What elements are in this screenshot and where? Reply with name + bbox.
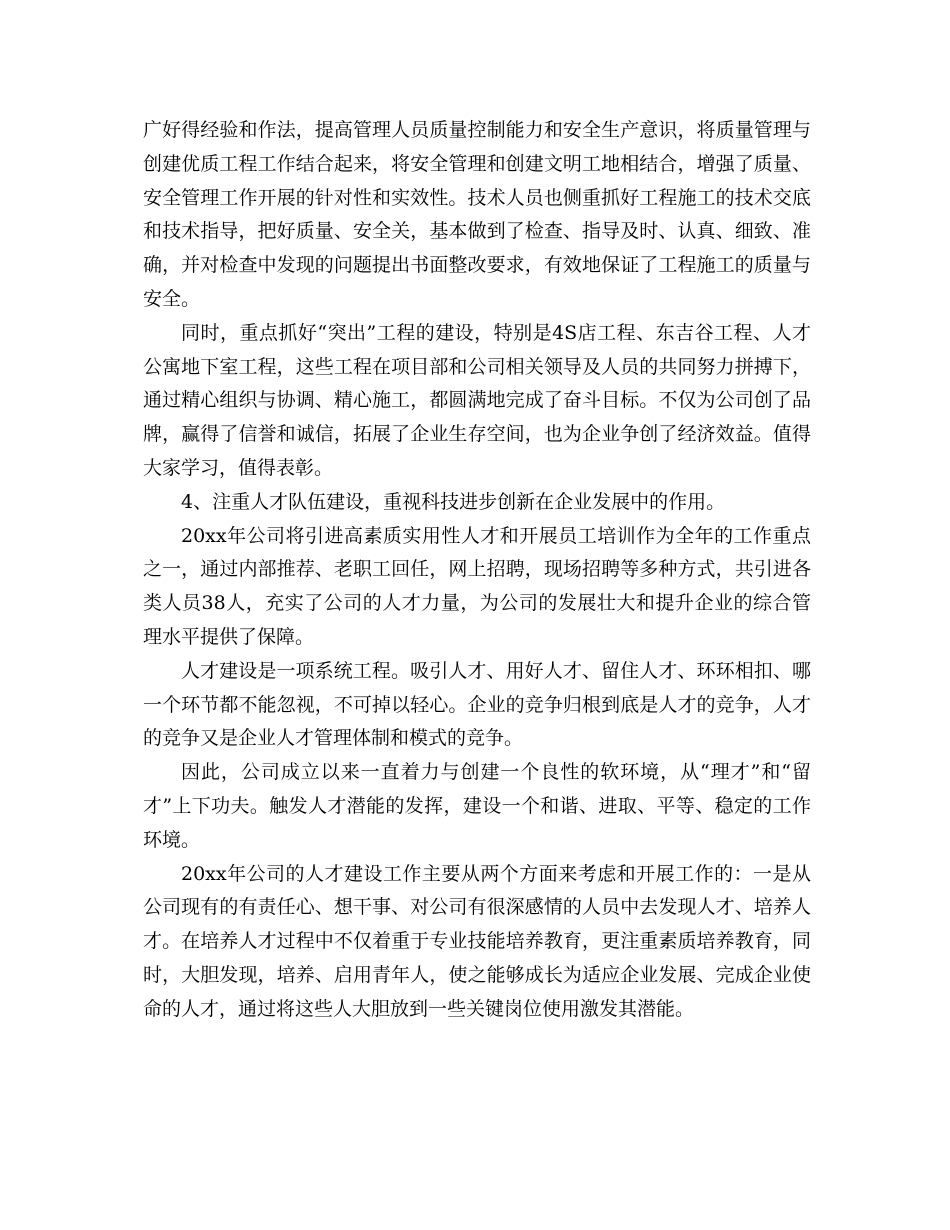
- paragraph-talent-development: 20xx年公司的人才建设工作主要从两个方面来考虑和开展工作的：一是从公司现有的有责任心、想干事、对公司有很深感情的人员中去发现人才、培养人才。在培养人才过程中不仅着重于专业技能培养教育，更注重素质培养教育，同时，大胆发现，培养、启用青年人，使之能够成长为适应企业发展、完成企业使命的人才，通过将这些人大胆放到一些关键岗位使用激发其潜能。: [143, 862, 811, 1020]
- paragraph-recruitment: 20xx年公司将引进高素质实用性人才和开展员工培训作为全年的工作重点之一，通过内部推荐、老职工回任，网上招聘，现场招聘等多种方式，共引进各类人员38人，充实了公司的人才力量，为公司的发展壮大和提升企业的综合管理水平提供了保障。: [143, 524, 811, 648]
- paragraph-key-projects: 同时，重点抓好“突出”工程的建设，特别是4S店工程、东吉谷工程、人才公寓地下室工程，这些工程在项目部和公司相关领导及人员的共同努力拼搏下，通过精心组织与协调、精心施工，都圆满地完成了奋斗目标。不仅为公司创了品牌，赢得了信誉和诚信，拓展了企业生存空间，也为企业争创了经济效益。值得大家学习，值得表彰。: [143, 321, 811, 479]
- paragraph-environment: 因此，公司成立以来一直着力与创建一个良性的软环境，从“理才”和“留才”上下功夫。触发人才潜能的发挥，建设一个和谐、进取、平等、稳定的工作环境。: [143, 761, 811, 851]
- document-body: [143, 114, 811, 1027]
- paragraph-talent-system: 人才建设是一项系统工程。吸引人才、用好人才、留住人才、环环相扣、哪一个环节都不能忽视，不可掉以轻心。企业的竞争归根到底是人才的竞争，人才的竞争又是企业人才管理体制和模式的竞争。: [143, 659, 811, 750]
- section-heading-talent: 4、注重人才队伍建设，重视科技进步创新在企业发展中的作用。: [181, 490, 726, 513]
- paragraph-continuation: 广好得经验和作法，提高管理人员质量控制能力和安全生产意识，将质量管理与创建优质工程工作结合起来，将安全管理和创建文明工地相结合，增强了质量、安全管理工作开展的针对性和实效性。技术人员也侧重抓好工程施工的技术交底和技术指导，把好质量、安全关，基本做到了检查、指导及时、认真、细致、准确，并对检查中发现的问题提出书面整改要求，有效地保证了工程施工的质量与安全。: [143, 119, 811, 310]
